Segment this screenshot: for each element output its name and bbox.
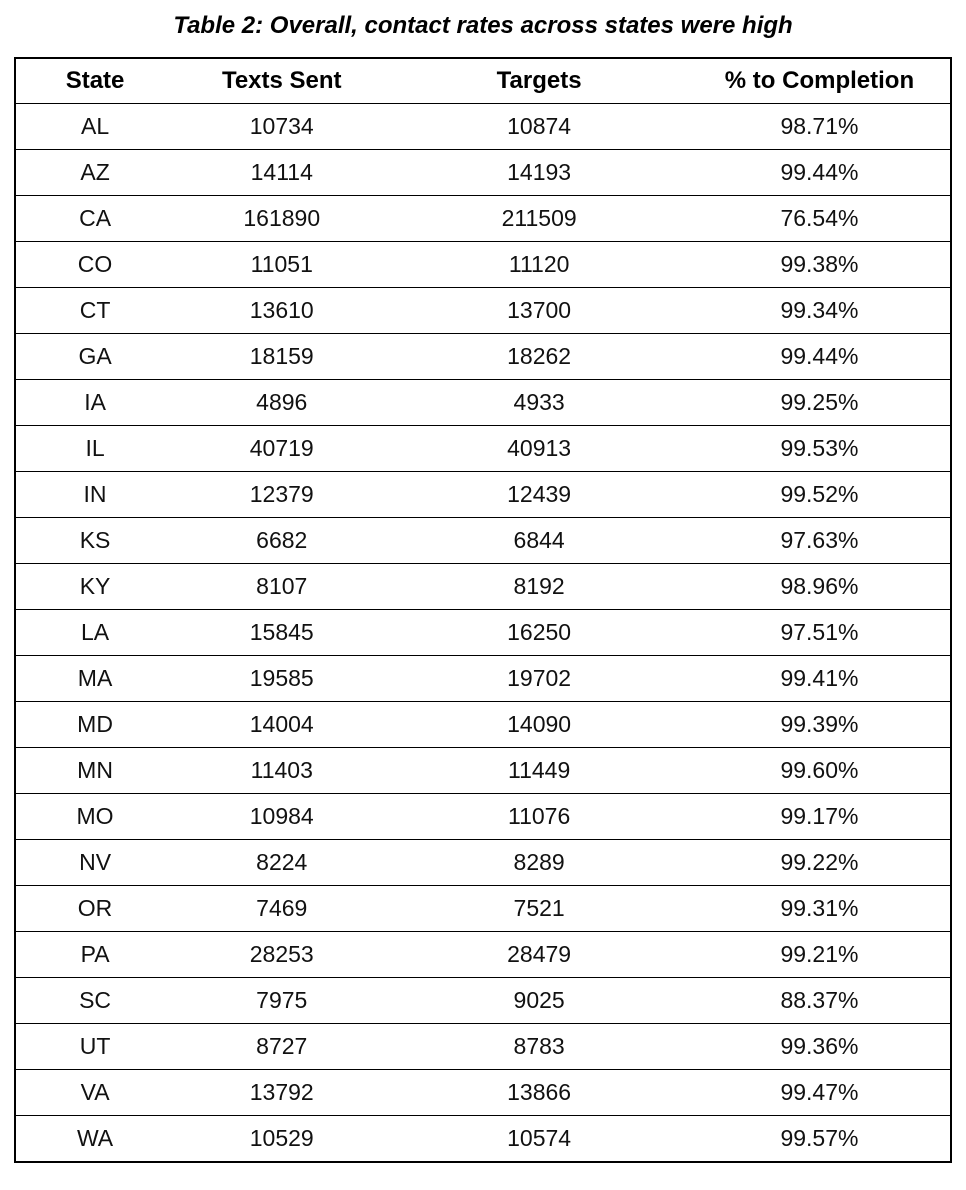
table-row bbox=[15, 1115, 951, 1162]
state-cell: CT bbox=[15, 287, 174, 333]
targets-cell: 11449 bbox=[389, 747, 689, 793]
completion-cell: 97.51% bbox=[689, 609, 951, 655]
completion-cell: 99.39% bbox=[689, 701, 951, 747]
targets-cell: 7521 bbox=[389, 885, 689, 931]
targets-cell: 10874 bbox=[389, 103, 689, 149]
table-row bbox=[15, 103, 951, 149]
header-row bbox=[15, 58, 951, 104]
table-row bbox=[15, 333, 951, 379]
completion-cell: 99.44% bbox=[689, 149, 951, 195]
header-targets: Targets bbox=[389, 58, 689, 104]
targets-cell: 11076 bbox=[389, 793, 689, 839]
state-cell: MO bbox=[15, 793, 174, 839]
table-row bbox=[15, 517, 951, 563]
table-body bbox=[15, 103, 951, 1162]
targets-cell: 19702 bbox=[389, 655, 689, 701]
table-row bbox=[15, 195, 951, 241]
completion-cell: 99.36% bbox=[689, 1023, 951, 1069]
targets-cell: 13700 bbox=[389, 287, 689, 333]
completion-cell: 76.54% bbox=[689, 195, 951, 241]
texts-sent-cell: 8107 bbox=[174, 563, 389, 609]
table-row bbox=[15, 609, 951, 655]
completion-cell: 99.53% bbox=[689, 425, 951, 471]
state-cell: MN bbox=[15, 747, 174, 793]
texts-sent-cell: 6682 bbox=[174, 517, 389, 563]
targets-cell: 18262 bbox=[389, 333, 689, 379]
texts-sent-cell: 7469 bbox=[174, 885, 389, 931]
table-row bbox=[15, 241, 951, 287]
targets-cell: 8192 bbox=[389, 563, 689, 609]
targets-cell: 9025 bbox=[389, 977, 689, 1023]
completion-cell: 99.47% bbox=[689, 1069, 951, 1115]
targets-cell: 28479 bbox=[389, 931, 689, 977]
texts-sent-cell: 161890 bbox=[174, 195, 389, 241]
texts-sent-cell: 18159 bbox=[174, 333, 389, 379]
header-state: State bbox=[15, 58, 174, 104]
texts-sent-cell: 4896 bbox=[174, 379, 389, 425]
targets-cell: 8289 bbox=[389, 839, 689, 885]
table-row bbox=[15, 287, 951, 333]
table-row bbox=[15, 885, 951, 931]
completion-cell: 99.44% bbox=[689, 333, 951, 379]
targets-cell: 14193 bbox=[389, 149, 689, 195]
completion-cell: 99.25% bbox=[689, 379, 951, 425]
completion-cell: 99.52% bbox=[689, 471, 951, 517]
table-row bbox=[15, 839, 951, 885]
targets-cell: 8783 bbox=[389, 1023, 689, 1069]
texts-sent-cell: 28253 bbox=[174, 931, 389, 977]
texts-sent-cell: 10734 bbox=[174, 103, 389, 149]
completion-cell: 99.21% bbox=[689, 931, 951, 977]
targets-cell: 11120 bbox=[389, 241, 689, 287]
state-cell: AZ bbox=[15, 149, 174, 195]
completion-cell: 97.63% bbox=[689, 517, 951, 563]
state-cell: CO bbox=[15, 241, 174, 287]
state-cell: OR bbox=[15, 885, 174, 931]
table-row bbox=[15, 977, 951, 1023]
texts-sent-cell: 13610 bbox=[174, 287, 389, 333]
state-cell: UT bbox=[15, 1023, 174, 1069]
targets-cell: 16250 bbox=[389, 609, 689, 655]
table-row bbox=[15, 747, 951, 793]
completion-cell: 99.41% bbox=[689, 655, 951, 701]
texts-sent-cell: 15845 bbox=[174, 609, 389, 655]
targets-cell: 10574 bbox=[507, 1124, 572, 1151]
completion-cell: 99.31% bbox=[689, 885, 951, 931]
table-row bbox=[15, 471, 951, 517]
state-cell: WA bbox=[76, 1124, 114, 1151]
state-cell: LA bbox=[15, 609, 174, 655]
texts-sent-cell: 10984 bbox=[174, 793, 389, 839]
table-row bbox=[15, 655, 951, 701]
targets-cell: 13866 bbox=[389, 1069, 689, 1115]
table-row bbox=[15, 149, 951, 195]
completion-cell: 98.71% bbox=[689, 103, 951, 149]
texts-sent-cell: 10529 bbox=[249, 1124, 314, 1151]
state-cell: NV bbox=[15, 839, 174, 885]
completion-cell: 99.60% bbox=[689, 747, 951, 793]
texts-sent-cell: 13792 bbox=[174, 1069, 389, 1115]
table-row bbox=[15, 425, 951, 471]
completion-cell: 99.34% bbox=[689, 287, 951, 333]
targets-cell: 6844 bbox=[389, 517, 689, 563]
table-row bbox=[15, 1023, 951, 1069]
contact-rates-table bbox=[14, 57, 952, 1163]
texts-sent-cell: 8224 bbox=[174, 839, 389, 885]
state-cell: CA bbox=[15, 195, 174, 241]
state-cell: KS bbox=[15, 517, 174, 563]
header-pct-completion: % to Completion bbox=[689, 58, 951, 104]
state-cell: SC bbox=[15, 977, 174, 1023]
state-cell: KY bbox=[15, 563, 174, 609]
targets-cell: 14090 bbox=[389, 701, 689, 747]
texts-sent-cell: 14114 bbox=[174, 149, 389, 195]
completion-cell: 99.38% bbox=[689, 241, 951, 287]
texts-sent-cell: 14004 bbox=[174, 701, 389, 747]
texts-sent-cell: 7975 bbox=[174, 977, 389, 1023]
targets-cell: 40913 bbox=[389, 425, 689, 471]
table-row bbox=[15, 931, 951, 977]
texts-sent-cell: 11403 bbox=[174, 747, 389, 793]
state-cell: IL bbox=[15, 425, 174, 471]
state-cell: AL bbox=[15, 103, 174, 149]
table-header bbox=[15, 58, 951, 104]
state-cell: GA bbox=[15, 333, 174, 379]
table-row bbox=[15, 793, 951, 839]
texts-sent-cell: 40719 bbox=[174, 425, 389, 471]
texts-sent-cell: 12379 bbox=[174, 471, 389, 517]
state-cell: MA bbox=[15, 655, 174, 701]
completion-cell: 99.17% bbox=[689, 793, 951, 839]
completion-cell: 98.96% bbox=[689, 563, 951, 609]
texts-sent-cell: 11051 bbox=[174, 241, 389, 287]
completion-cell: 88.37% bbox=[689, 977, 951, 1023]
completion-cell: 99.57% bbox=[780, 1124, 859, 1151]
texts-sent-cell: 19585 bbox=[174, 655, 389, 701]
table-row bbox=[15, 701, 951, 747]
state-cell: IN bbox=[15, 471, 174, 517]
texts-sent-cell: 8727 bbox=[174, 1023, 389, 1069]
table-row bbox=[15, 563, 951, 609]
table-row bbox=[15, 1069, 951, 1115]
targets-cell: 4933 bbox=[389, 379, 689, 425]
state-cell: PA bbox=[15, 931, 174, 977]
state-cell: VA bbox=[15, 1069, 174, 1115]
state-cell: IA bbox=[15, 379, 174, 425]
completion-cell: 99.22% bbox=[689, 839, 951, 885]
header-texts-sent: Texts Sent bbox=[174, 58, 389, 104]
targets-cell: 211509 bbox=[389, 195, 689, 241]
table-caption: Table 2: Overall, contact rates across states were high bbox=[173, 12, 793, 39]
state-cell: MD bbox=[15, 701, 174, 747]
targets-cell: 12439 bbox=[389, 471, 689, 517]
table-row bbox=[15, 379, 951, 425]
